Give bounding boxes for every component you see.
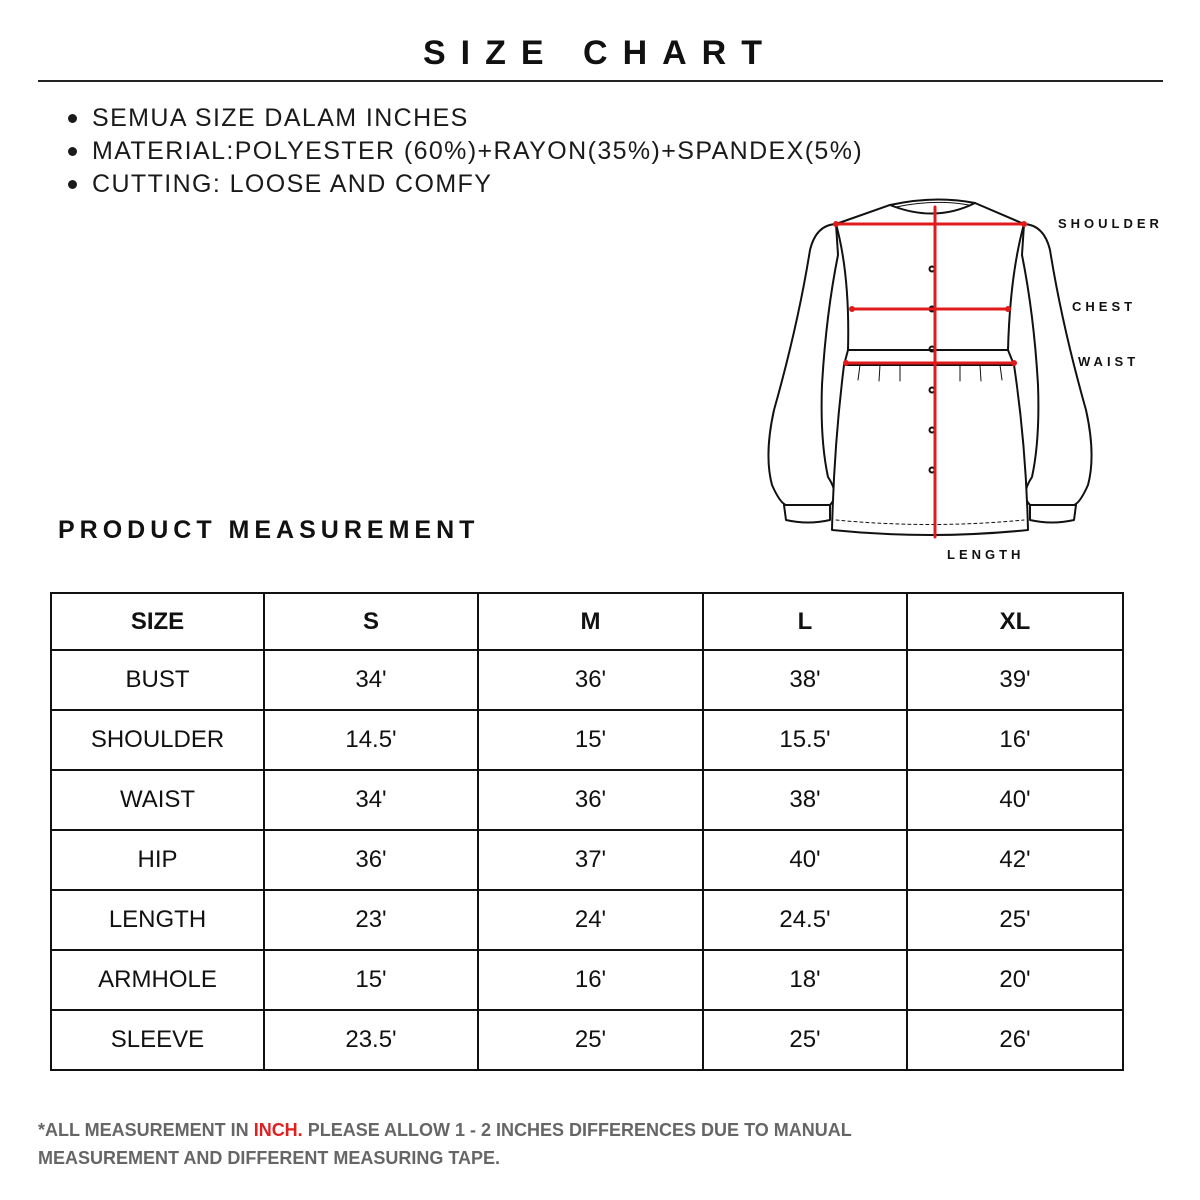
right-cuff bbox=[1030, 505, 1076, 523]
footnote-highlight: INCH. bbox=[253, 1120, 303, 1140]
row-label: ARMHOLE bbox=[51, 950, 264, 1010]
table-header-row bbox=[51, 593, 1123, 650]
waist-label: WAIST bbox=[1078, 354, 1140, 369]
table-cell: 38' bbox=[703, 770, 907, 830]
table-cell: 16' bbox=[478, 950, 703, 1010]
column-header-size: SIZE bbox=[51, 593, 264, 650]
measure-endpoint bbox=[843, 360, 849, 366]
length-label: LENGTH bbox=[947, 547, 1025, 562]
garment-diagram bbox=[760, 195, 1180, 565]
table-cell: 20' bbox=[907, 950, 1123, 1010]
title-divider bbox=[38, 80, 1163, 82]
page-title: SIZE CHART bbox=[423, 34, 777, 72]
row-label: HIP bbox=[51, 830, 264, 890]
note-item bbox=[68, 168, 863, 201]
table-row bbox=[51, 650, 1123, 710]
bullet-icon bbox=[68, 180, 77, 189]
table-cell: 36' bbox=[478, 650, 703, 710]
column-header-xl: XL bbox=[907, 593, 1123, 650]
table-cell: 25' bbox=[907, 890, 1123, 950]
table-cell: 25' bbox=[703, 1010, 907, 1070]
shoulder-label: SHOULDER bbox=[1058, 216, 1163, 231]
size-table bbox=[50, 592, 1124, 1071]
column-header-s: S bbox=[264, 593, 478, 650]
table-row bbox=[51, 1010, 1123, 1070]
table-cell: 42' bbox=[907, 830, 1123, 890]
note-item bbox=[68, 135, 863, 168]
table-cell: 26' bbox=[907, 1010, 1123, 1070]
left-cuff bbox=[784, 505, 830, 523]
table-row bbox=[51, 830, 1123, 890]
note-text: CUTTING: LOOSE AND COMFY bbox=[92, 170, 493, 198]
note-item bbox=[68, 102, 863, 135]
table-cell: 25' bbox=[478, 1010, 703, 1070]
table-cell: 18' bbox=[703, 950, 907, 1010]
row-label: LENGTH bbox=[51, 890, 264, 950]
table-cell: 24.5' bbox=[703, 890, 907, 950]
table-cell: 24' bbox=[478, 890, 703, 950]
column-header-m: M bbox=[478, 593, 703, 650]
table-cell: 14.5' bbox=[264, 710, 478, 770]
table-cell: 16' bbox=[907, 710, 1123, 770]
measure-endpoint bbox=[1005, 306, 1011, 312]
table-cell: 40' bbox=[907, 770, 1123, 830]
bullet-icon bbox=[68, 147, 77, 156]
measure-endpoint bbox=[833, 221, 839, 227]
row-label: WAIST bbox=[51, 770, 264, 830]
note-text: SEMUA SIZE DALAM INCHES bbox=[92, 104, 469, 132]
table-cell: 15.5' bbox=[703, 710, 907, 770]
bullet-icon bbox=[68, 114, 77, 123]
table-cell: 36' bbox=[478, 770, 703, 830]
table-cell: 39' bbox=[907, 650, 1123, 710]
footnote-prefix: *ALL MEASUREMENT IN bbox=[38, 1120, 254, 1140]
left-sleeve bbox=[768, 224, 838, 505]
measure-endpoint bbox=[1011, 360, 1017, 366]
row-label: BUST bbox=[51, 650, 264, 710]
blouse-illustration bbox=[760, 195, 1180, 565]
table-cell: 34' bbox=[264, 770, 478, 830]
note-text: MATERIAL:POLYESTER (60%)+RAYON(35%)+SPANDEX(5%) bbox=[92, 137, 864, 165]
table-row bbox=[51, 770, 1123, 830]
measure-endpoint bbox=[849, 306, 855, 312]
table-cell: 34' bbox=[264, 650, 478, 710]
table-row bbox=[51, 890, 1123, 950]
notes-list bbox=[68, 102, 863, 201]
table-cell: 36' bbox=[264, 830, 478, 890]
table-cell: 15' bbox=[264, 950, 478, 1010]
footnote bbox=[38, 1116, 938, 1172]
table-cell: 37' bbox=[478, 830, 703, 890]
table-cell: 15' bbox=[478, 710, 703, 770]
footnote-suffix: PLEASE ALLOW 1 - 2 INCHES DIFFERENCES DUE TO MANUAL MEASUREMENT AND DIFFERENT MEASURING TAPE. bbox=[38, 1120, 852, 1168]
row-label: SHOULDER bbox=[51, 710, 264, 770]
table-cell: 40' bbox=[703, 830, 907, 890]
row-label: SLEEVE bbox=[51, 1010, 264, 1070]
column-header-l: L bbox=[703, 593, 907, 650]
chest-label: CHEST bbox=[1072, 299, 1137, 314]
section-title: PRODUCT MEASUREMENT bbox=[58, 516, 480, 544]
table-row bbox=[51, 710, 1123, 770]
table-cell: 23.5' bbox=[264, 1010, 478, 1070]
table-cell: 38' bbox=[703, 650, 907, 710]
table-row bbox=[51, 950, 1123, 1010]
table-cell: 23' bbox=[264, 890, 478, 950]
measure-endpoint bbox=[1021, 221, 1027, 227]
